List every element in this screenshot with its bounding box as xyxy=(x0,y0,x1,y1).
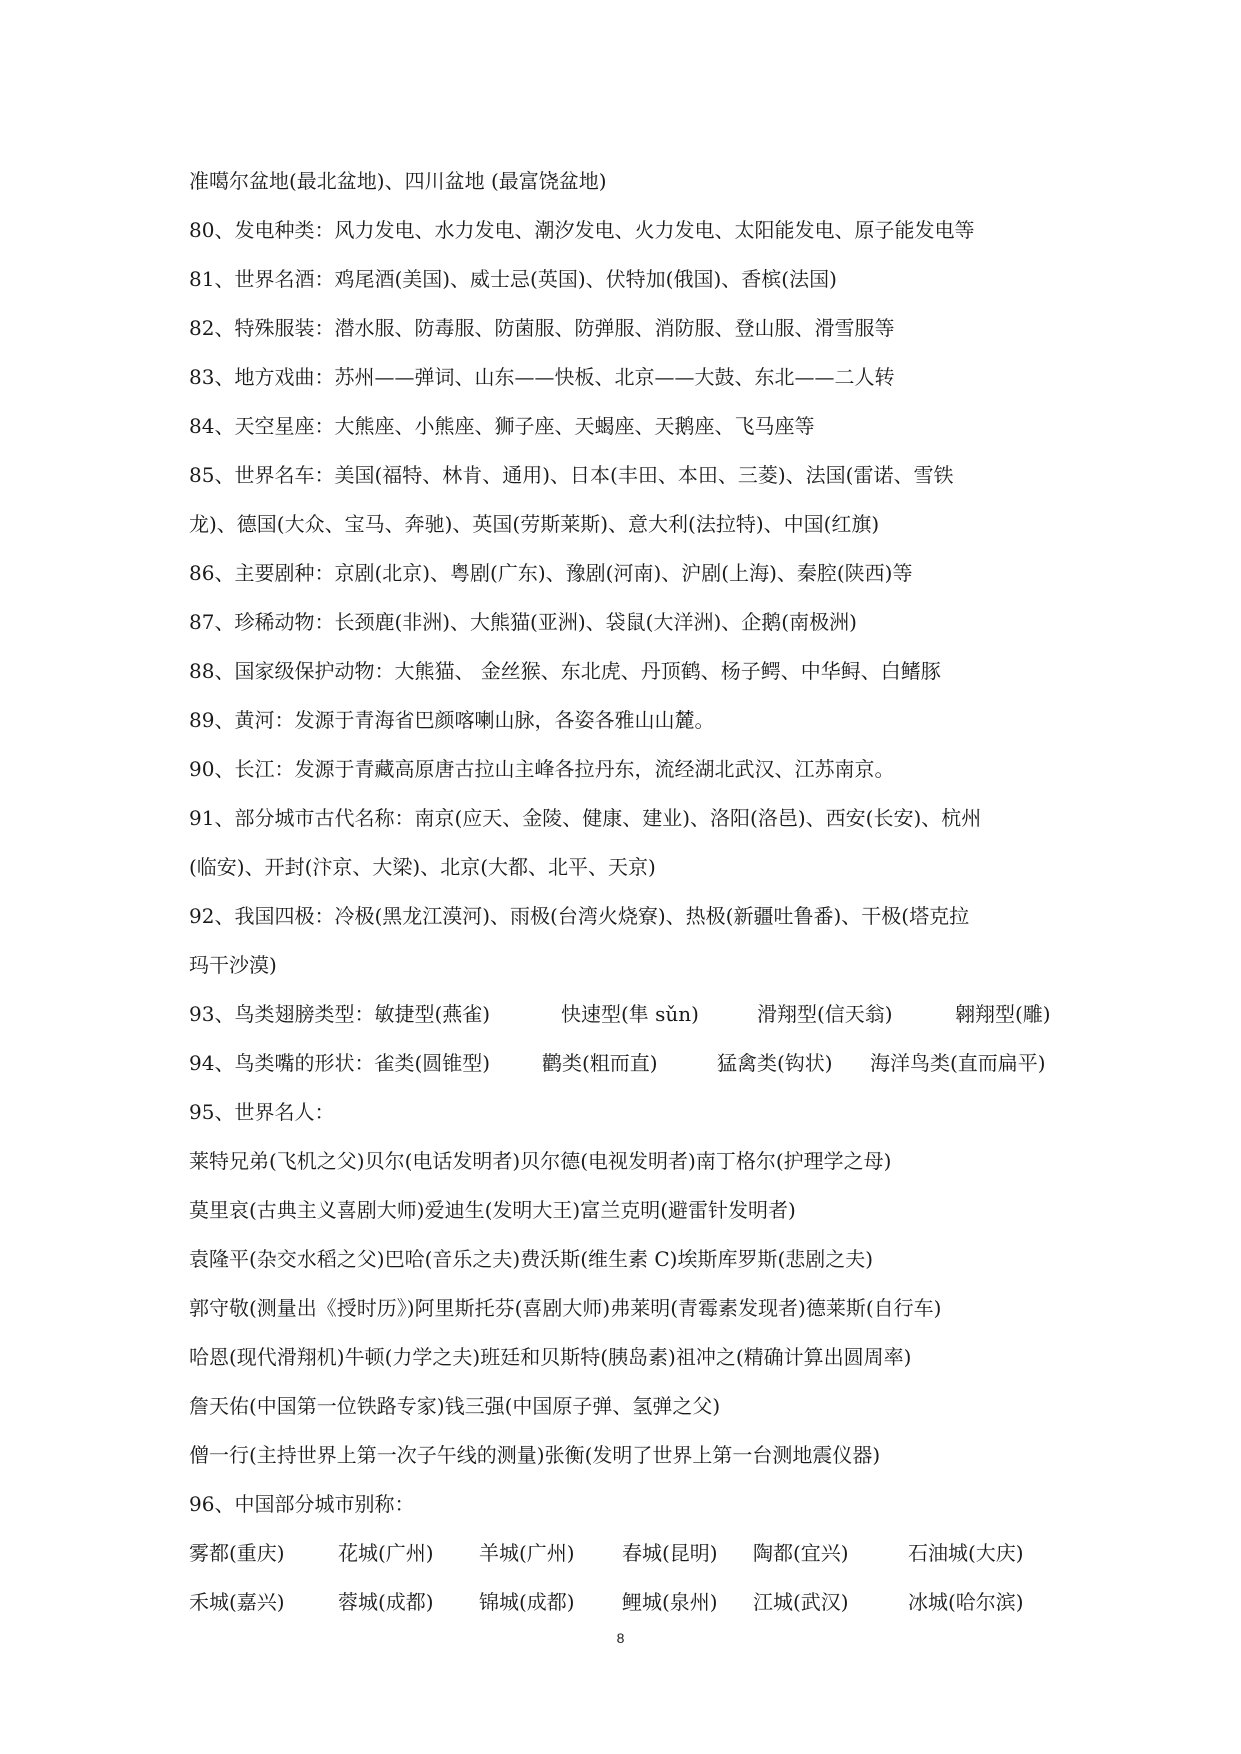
bird-wing-type: 93、鸟类翅膀类型：敏捷型(燕雀) xyxy=(189,1002,491,1026)
text-line: 89、黄河：发源于青海省巴颜喀喇山脉，各姿各雅山山麓。 xyxy=(189,708,715,732)
bird-beak-shapes-line xyxy=(189,1039,1069,1088)
text-line: 82、特殊服装：潜水服、防毒服、防菌服、防弹服、消防服、登山服、滑雪服等 xyxy=(189,316,895,340)
text-line: (临安)、开封(汴京、大梁)、北京(大都、北平、天京) xyxy=(189,855,656,879)
bird-wing-types-line xyxy=(189,990,1069,1039)
famous-people-line: 哈恩(现代滑翔机)牛顿(力学之夫)班廷和贝斯特(胰岛素)祖冲之(精确计算出圆周率) xyxy=(189,1345,912,1369)
text-line: 85、世界名车：美国(福特、林肯、通用)、日本(丰田、本田、三菱)、法国(雷诺、雪铁 xyxy=(189,463,954,487)
city-nickname: 陶都(宜兴) xyxy=(753,1541,849,1565)
famous-people-line: 莫里哀(古典主义喜剧大师)爱迪生(发明大王)富兰克明(避雷针发明者) xyxy=(189,1198,796,1222)
city-nickname: 锦城(成都) xyxy=(479,1590,575,1614)
bird-wing-type: 翱翔型(雕) xyxy=(955,1002,1051,1026)
bird-beak-shape: 94、鸟类嘴的形状：雀类(圆锥型) xyxy=(189,1051,491,1075)
text-line: 90、长江：发源于青藏高原唐古拉山主峰各拉丹东，流经湖北武汉、江苏南京。 xyxy=(189,757,895,781)
city-nickname: 雾都(重庆) xyxy=(189,1541,285,1565)
city-nicknames-heading: 96、中国部分城市别称： xyxy=(189,1492,415,1516)
city-nickname: 春城(昆明) xyxy=(622,1541,718,1565)
bird-wing-type: 滑翔型(信天翁) xyxy=(757,1002,893,1026)
famous-people-line: 郭守敬(测量出《授时历》)阿里斯托芬(喜剧大师)弗莱明(青霉素发现者)德莱斯(自行车) xyxy=(189,1296,942,1320)
city-nickname: 鲤城(泉州) xyxy=(622,1590,718,1614)
text-line: 86、主要剧种：京剧(北京)、粤剧(广东)、豫剧(河南)、沪剧(上海)、秦腔(陕西)等 xyxy=(189,561,913,585)
city-nickname-row xyxy=(189,1578,1069,1627)
text-line: 91、部分城市古代名称：南京(应天、金陵、健康、建业)、洛阳(洛邑)、西安(长安)、杭州 xyxy=(189,806,982,830)
text-line: 84、天空星座：大熊座、小熊座、狮子座、天蝎座、天鹅座、飞马座等 xyxy=(189,414,815,438)
city-nickname: 羊城(广州) xyxy=(479,1541,575,1565)
famous-people-line: 莱特兄弟(飞机之父)贝尔(电话发明者)贝尔德(电视发明者)南丁格尔(护理学之母) xyxy=(189,1149,892,1173)
famous-people-line: 詹天佑(中国第一位铁路专家)钱三强(中国原子弹、氢弹之父) xyxy=(189,1394,721,1418)
text-line: 80、发电种类：风力发电、水力发电、潮汐发电、火力发电、太阳能发电、原子能发电等 xyxy=(189,218,975,242)
text-line: 83、地方戏曲：苏州——弹词、山东——快板、北京——大鼓、东北——二人转 xyxy=(189,365,895,389)
text-line: 准噶尔盆地(最北盆地)、四川盆地 (最富饶盆地) xyxy=(189,169,607,193)
city-nickname-row xyxy=(189,1529,1069,1578)
city-nickname: 石油城(大庆) xyxy=(908,1541,1024,1565)
page-content xyxy=(189,157,1069,1627)
famous-people-line: 僧一行(主持世界上第一次子午线的测量)张衡(发明了世界上第一台测地震仪器) xyxy=(189,1443,881,1467)
bird-beak-shape: 海洋鸟类(直而扁平) xyxy=(870,1051,1046,1075)
text-line: 81、世界名酒：鸡尾酒(美国)、威士忌(英国)、伏特加(俄国)、香槟(法国) xyxy=(189,267,837,291)
bird-beak-shape: 猛禽类(钩状) xyxy=(717,1051,833,1075)
city-nickname: 禾城(嘉兴) xyxy=(189,1590,285,1614)
city-nickname: 蓉城(成都) xyxy=(338,1590,434,1614)
text-line: 88、国家级保护动物：大熊猫、 金丝猴、东北虎、丹顶鹤、杨子鳄、中华鲟、白鳍豚 xyxy=(189,659,941,683)
city-nickname: 花城(广州) xyxy=(338,1541,434,1565)
city-nickname: 冰城(哈尔滨) xyxy=(908,1590,1024,1614)
famous-people-heading: 95、世界名人： xyxy=(189,1100,335,1124)
text-line: 玛干沙漠) xyxy=(189,953,277,977)
city-nickname: 江城(武汉) xyxy=(753,1590,849,1614)
bird-wing-type: 快速型(隼 sǔn) xyxy=(561,1002,699,1026)
text-line: 92、我国四极：冷极(黑龙江漠河)、雨极(台湾火烧寮)、热极(新疆吐鲁番)、干极(塔克拉 xyxy=(189,904,970,928)
bird-beak-shape: 鹳类(粗而直) xyxy=(542,1051,658,1075)
text-line: 87、珍稀动物：长颈鹿(非洲)、大熊猫(亚洲)、袋鼠(大洋洲)、企鹅(南极洲) xyxy=(189,610,857,634)
page-number: 8 xyxy=(616,1630,625,1646)
text-line: 龙)、德国(大众、宝马、奔驰)、英国(劳斯莱斯)、意大利(法拉特)、中国(红旗) xyxy=(189,512,880,536)
famous-people-line: 袁隆平(杂交水稻之父)巴哈(音乐之夫)费沃斯(维生素 C)埃斯库罗斯(悲剧之夫) xyxy=(189,1247,874,1271)
